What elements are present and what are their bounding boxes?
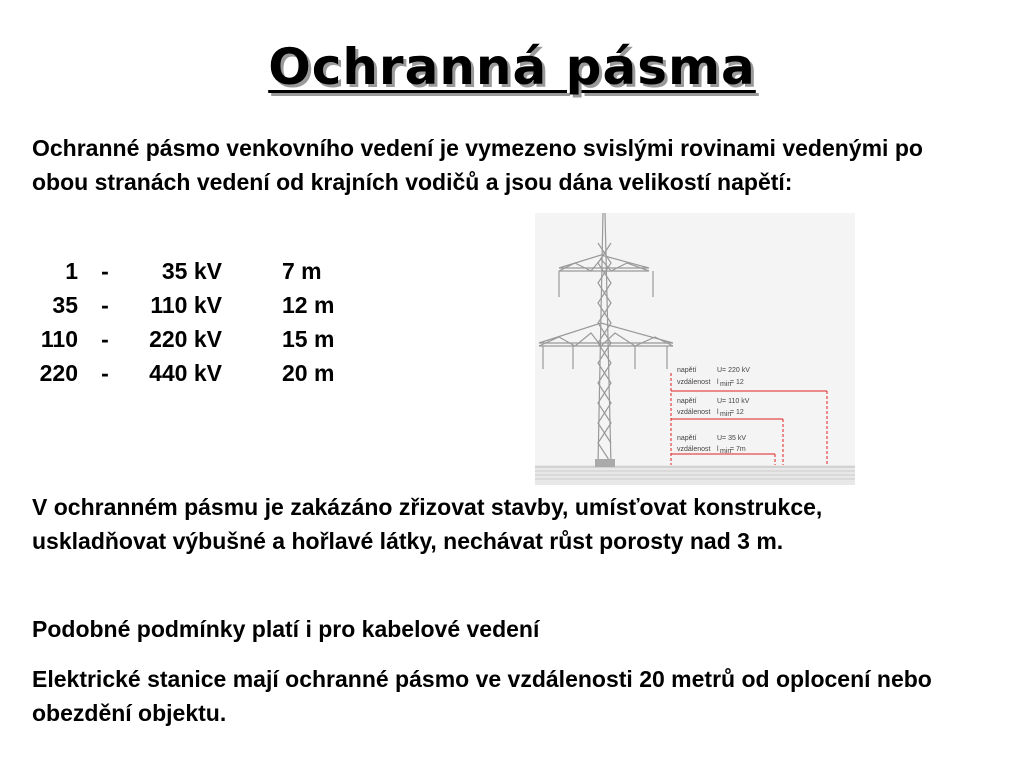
table-row: [28, 322, 402, 356]
voltage-label: U= 110 kV: [717, 398, 750, 405]
voltage-distance-table: [28, 254, 402, 390]
voltage-label: U= 35 kV: [717, 435, 746, 442]
protection-distance: 15 m: [282, 326, 335, 352]
distance-value: = 12: [730, 409, 744, 416]
table-row: [28, 288, 402, 322]
ground-hatch: [535, 465, 855, 485]
distance-symbol: l: [717, 379, 719, 386]
intro-paragraph: Ochranné pásmo venkovního vedení je vymezeno svislými rovinami vedenými po obou stranách vedení od krajních vodičů a jsou dána velikostí napětí:: [32, 135, 923, 195]
distance-symbol: l: [717, 409, 719, 416]
protection-distance: 7 m: [282, 258, 322, 284]
prohibition-paragraph: V ochranném pásmu je zakázáno zřizovat stavby, umísťovat konstrukce, uskladňovat výbušné a hořlavé látky, nechávat růst porosty nad 3 m.: [32, 494, 823, 554]
voltage-from: 35: [52, 292, 78, 318]
distance-label: vzdálenost: [677, 446, 711, 453]
voltage-from: 110: [40, 326, 78, 352]
protection-distance: 12 m: [282, 292, 335, 318]
voltage-label: U= 220 kV: [717, 367, 750, 374]
page-title: Ochranná pásma: [268, 38, 756, 96]
distance-value: = 7m: [730, 446, 746, 453]
stations-note: Elektrické stanice mají ochranné pásmo ve vzdálenosti 20 metrů od oplocení nebo obezdění objektu.: [32, 666, 932, 726]
napeti-label: napětí: [677, 398, 697, 405]
voltage-from: 1: [65, 258, 78, 284]
distance-sub: min: [720, 381, 732, 388]
distance-symbol: l: [717, 446, 719, 453]
protection-distance: 20 m: [282, 360, 335, 386]
range-dash: -: [101, 258, 109, 284]
range-dash: -: [101, 292, 109, 318]
voltage-to: 110 kV: [150, 292, 222, 318]
distance-label: vzdálenost: [677, 409, 711, 416]
voltage-to: 220 kV: [149, 326, 222, 352]
distance-sub: min: [720, 411, 732, 418]
napeti-label: napětí: [677, 435, 697, 442]
range-dash: -: [101, 360, 109, 386]
table-row: [28, 356, 402, 390]
cable-note: Podobné podmínky platí i pro kabelové vedení: [32, 616, 540, 642]
napeti-label: napětí: [677, 367, 697, 374]
distance-value: = 12: [730, 379, 744, 386]
voltage-from: 220: [39, 360, 78, 386]
voltage-to: 35 kV: [161, 258, 222, 284]
distance-sub: min: [720, 448, 732, 455]
voltage-to: 440 kV: [149, 360, 222, 386]
table-row: [28, 254, 402, 288]
distance-label: vzdálenost: [677, 379, 711, 386]
power-line-protection-diagram: [535, 213, 855, 485]
range-dash: -: [101, 326, 109, 352]
